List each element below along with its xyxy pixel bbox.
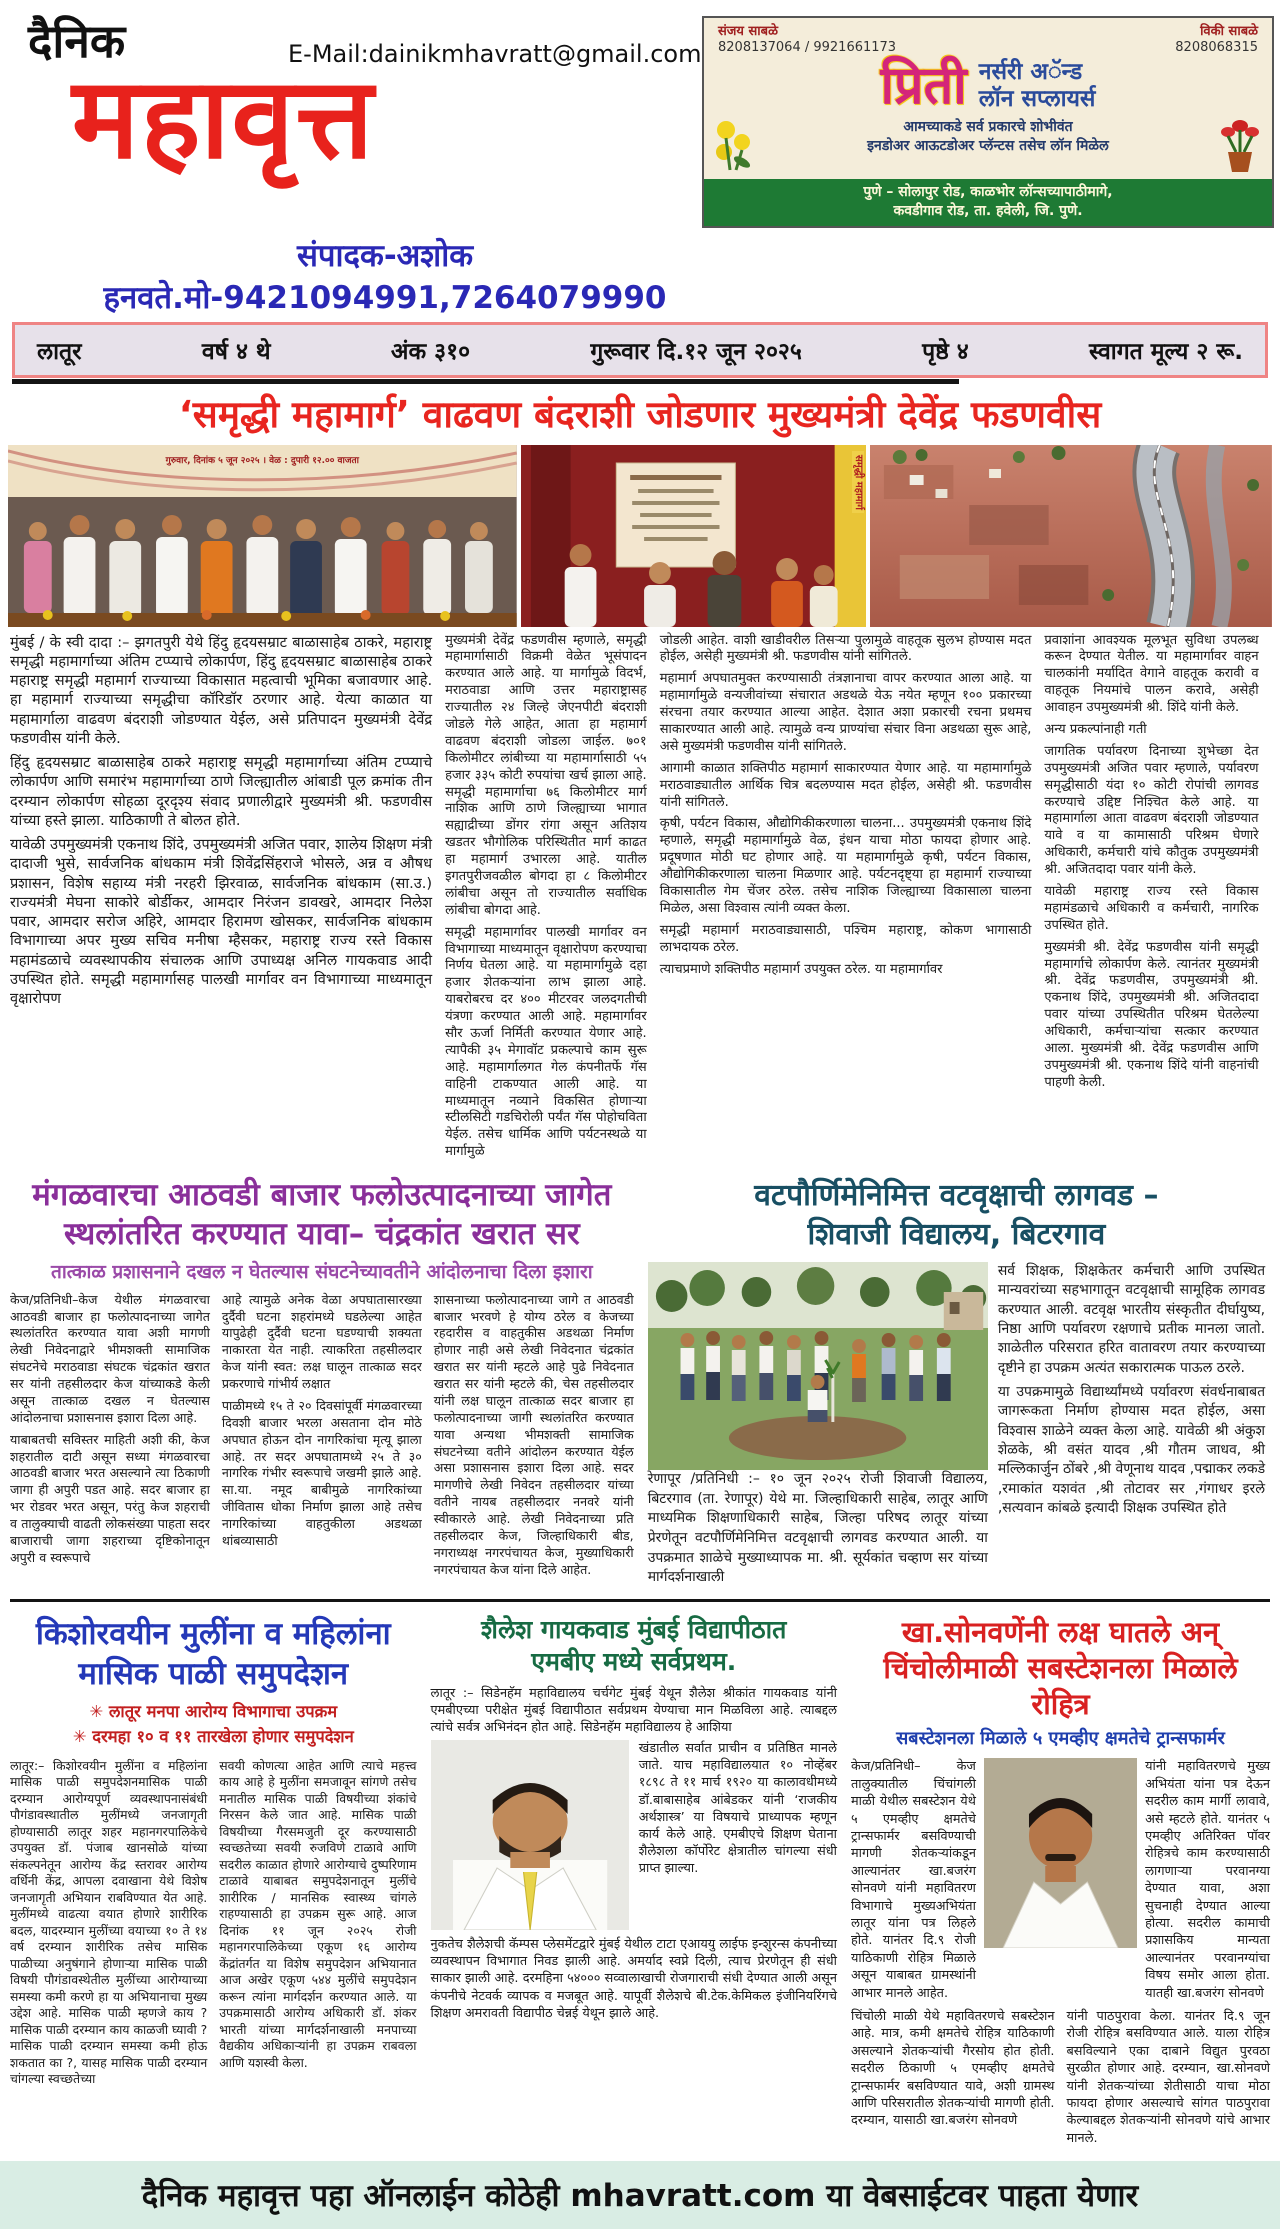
main-story-col-2 <box>445 633 647 1167</box>
ad-contact-left <box>718 24 896 57</box>
ad-brand-line1: नर्सरी अॅन्ड <box>978 58 1083 85</box>
market-col-2 <box>222 1292 422 1579</box>
date-bar-pages: पृष्ठे ४ <box>922 339 969 365</box>
paragraph: लातूर :– सिडेनहॅम महाविद्यालय चर्चगेट मुंबई येथून शैलेश श्रीकांत गायकवाड यांनी एमबीएच्या परीक्षेत मुंबई विद्यापीठात सर्वप्रथम येण्याचा मान मिळविला आहे. त्याबद्दल त्यांचे सर्वत्र अभिनंदन होत आहे. सिडेनहॅम महाविद्यालय हे आशिया <box>430 1685 837 1735</box>
sonawane-portrait <box>984 1758 1137 1948</box>
banner-photo <box>521 445 866 627</box>
footer-banner: दैनिक महावृत्त पहा ऑनलाईन कोठेही mhavratt.com या वेबसाईटवर पाहता येणार <box>0 2161 1280 2229</box>
nursery-ad-card <box>702 16 1274 228</box>
ad-brand-line2: लॉन सप्लायर्स <box>978 86 1096 113</box>
paragraph: आगामी काळात शक्तिपीठ महामार्ग साकारण्यात येणार आहे. या महामार्गामुळे मराठवाड्यातील आर्थिक चित्र बदलण्यास मदत होईल, असेही श्री. फडणवीस यांनी सांगितले. <box>659 760 1032 810</box>
banyan-content <box>648 1262 1265 1593</box>
counseling-col-1 <box>10 1758 207 2088</box>
main-headline: ‘समृद्धी महामार्ग’ वाढवण बंदराशी जोडणार मुख्यमंत्री देवेंद्र फडणवीस <box>178 393 1102 436</box>
market-subhead: तात्काळ प्रशासनाने दखल न घेतल्यास संघटनेच्यावतीने आंदोलनाचा दिला इशारा <box>50 1260 593 1283</box>
paragraph: कृषी, पर्यटन विकास, औद्योगिकीकरणाला चालना... उपमुख्यमंत्री एकनाथ शिंदे म्हणाले, समृद्धी महामार्गामुळे वेळ, इंधन याचा मोठा फायदा होणार आहे. प्रदूषणात मोठी घट होणार आहे. या महामार्गामुळे कृषी, पर्यटन विकास, औद्योगिकीकरणाला चालना मिळणार आहे. पर्यटनदृष्ट्या हा महामार्ग राज्याच्या विकासातील गेम चेंजर ठरेल. तसेच नाशिक जिल्ह्याच्या विकासाला चालना मिळेल, असा विश्वास त्यांनी व्यक्त केला. <box>659 816 1032 916</box>
paragraph: खंडातील सर्वात प्राचीन व प्रतिष्ठित मानले जाते. याच महाविद्यालयात १० नोव्हेंबर १८९८ ते ११ मार्च १९२० या कालावधीमध्ये डॉ.बाबासाहेब आंबेडकर यांनी ‘राजकीय अर्थशास्त्र’ या विषयाचे प्राध्यापक म्हणून कार्य केले आहे. एमबीएचे शिक्षण घेताना शैलेशला कॉर्पोरेट क्षेत्रातील चांगल्या संधी प्राप्त झाल्या. <box>638 1741 837 1877</box>
market-col-3 <box>434 1292 634 1579</box>
banyan-headline-line2: शिवाजी विद्यालय, बिटरगाव <box>807 1217 1106 1253</box>
counseling-subhead-2: ✳ दरमहा १० व ११ तारखेला होणार समुपदेशन <box>72 1727 354 1747</box>
bottom-band <box>10 1599 1270 2147</box>
paragraph: लातूर:– किशोरवयीन मुलींना व महिलांना मासिक पाळी समुपदेशनमासिक पाळी दरम्यान आरोग्यपूर्ण व्यवस्थापनासंबंधी पौगंडावस्थातील मुलींमध्ये जनजागृती होण्यासाठी लातूर शहर महानगरपालिकेचे उपयुक्त डॉ. पंजाब खानसोळे यांच्या संकल्पनेतून आरोग्य केंद्र स्तरावर आरोग्य वर्धिनी केंद्र, आपला दवाखाना येथे विशेष जनजागृती अभियान राबविण्यात येत आहे. मुलींमध्ये वाढत्या वयात होणारे शारीरिक बदल, यादरम्यान मुलींच्या वयाच्या १० ते १४ वर्ष दरम्यान शारीरिक तसेच मासिक पाळीच्या अनुषंगाने होणाऱ्या मासिक पाळी विषयी पौगंडावस्थेतील मुलींच्या आरोग्याच्या समस्या कमी करणे हा या अभियानाचा मुख्य उद्देश आहे. मासिक पाळी म्हणजे काय ? मासिक पाळी दरम्यान काय काळजी घ्यावी ? मासिक पाळी दरम्यान समस्या कमी होऊ शकतात का ?, यासह मासिक पाळी दरम्यान चांगल्या स्वच्छतेच्या <box>10 1757 208 2087</box>
paragraph: समृद्धी महामार्गावर पालखी मार्गावर वन विभागाच्या माध्यमातून वृक्षारोपण करण्याचा निर्णय घेतला आहे. या महामार्गामुळे दहा हजार शेतकऱ्यांना लाभ झाला आहे. याबरोबरच दर ४०० मीटरवर जलदगतीची यंत्रणा करण्यात आली आहे. महामार्गावर सौर ऊर्जा निर्मिती करण्यात येणार आहे. त्यापैकी ३५ मेगावॉट प्रकल्पाचे काम सुरू आहे. महामार्गालगत गेल कंपनीतर्फे गॅस वाहिनी टाकण्यात आली आहे. या माध्यमातून नव्याने विकसित होणाऱ्या स्टीलसिटी गडचिरोली पर्यंत गॅस पोहोचविता येईल. तसेच धार्मिक आणि पर्यटनस्थळे या मार्गामुळे <box>445 924 647 1160</box>
paragraph: अन्य प्रकल्पांनाही गती <box>1044 722 1147 737</box>
main-story-col-1 <box>10 633 432 1167</box>
paragraph: यावेळी उपमुख्यमंत्री एकनाथ शिंदे, उपमुख्यमंत्री अजित पवार, शालेय शिक्षण मंत्री दादाजी भुसे, सार्वजनिक बांधकाम मंत्री शिवेंद्रसिंहराजे भोसले, अन्न व औषध प्रशासन, विशेष सहाय्य मंत्री नरहरी झिरवाळ, सार्वजनिक बांधकाम (सा.उ.) राज्यमंत्री मेघना साकोरे बोर्डीकर, आमदार निरंजन डावखरे, आमदार निलेश पवार, आमदार सरोज अहिरे, आमदार हिरामण खोसकर, सार्वजनिक बांधकाम विभागाच्या अपर मुख्य सचिव मनीषा म्हैसकर, महाराष्ट्र राज्य रस्ते विकास महामंडळाचे व्यवस्थापकीय संचालक आणि उपाध्यक्ष अनिल गायकवाड आदी उपस्थित होते. समृद्धी महामार्गासह पालखी मार्गावर वन विभागाच्या माध्यमातून वृक्षारोपण <box>10 836 433 1008</box>
shailesh-headline-line1: शैलेश गायकवाड मुंबई विद्यापीठात <box>481 1614 787 1644</box>
date-bar-date: गुरूवार दि.१२ जून २०२५ <box>590 339 802 365</box>
date-bar-issue: अंक ३१० <box>390 339 471 365</box>
transformer-bottom-left: चिंचोली माळी येथे महावितरणचे सबस्टेशन आहे. मात्र, कमी क्षमतेचे रोहित्र याठिकाणी असल्याने शेतकऱ्यांची गैरसोय होत होती. सदरील ठिकाणी ५ एमव्हीए क्षमतेचे ट्रान्सफार्मर बसविण्यात यावे, अशी ग्रामस्थ आणि परिसरातील शेतकऱ्यांची मागणी होती. दरम्यान, यासाठी खा.बजरंग सोनवणे <box>851 2008 1055 2129</box>
banyan-side-column <box>998 1262 1265 1593</box>
counseling-subheads <box>10 1700 417 1750</box>
banyan-headline <box>648 1176 1265 1254</box>
paragraph: केज/प्रतिनिधी–केज येथील मंगळवारचा आठवडी बाजार हा फलोत्पादनाच्या जागेत स्थलांतरित करण्यात यावा अशी मागणी लेखी निवेदनाद्वारे भीमशक्ती सामाजिक संघटनेचे मराठवाडा संघटक चंद्रकांत खरात सर यांनी तहसीलदार केज यांच्याकडे केली असून तात्काळ दखल न घेतल्यास आंदोलनाचा प्रशासनास इशारा दिला आहे. <box>10 1291 210 1425</box>
ad-contact-right-phone: 8208068315 <box>1175 40 1258 56</box>
ad-address-2: कवडीगाव रोड, ता. हवेली, जि. पुणे. <box>893 203 1083 220</box>
counseling-headline-line2: मासिक पाळी समुपदेशन <box>78 1656 349 1693</box>
counseling-headline <box>10 1614 417 1695</box>
transformer-bottom-row <box>851 2008 1270 2147</box>
masthead-title: महावृत्त <box>72 54 376 184</box>
paragraph: जोडली आहेत. वाशी खाडीवरील तिसऱ्या पुलामुळे वाहतूक सुलभ होण्यास मदत होईल, असेही मुख्यमंत्री श्री. फडणवीस यांनी सांगितले. <box>659 632 1032 665</box>
masthead-email: E-Mail:dainikmhavratt@gmail.com <box>288 40 702 68</box>
masthead-daily: दैनिक <box>28 14 126 68</box>
transformer-content-row <box>851 1758 1270 2001</box>
counseling-col-2 <box>219 1758 416 2088</box>
ad-contact-right-name: विकी साबळे <box>1200 24 1258 39</box>
ad-tagline-1: आमच्याकडे सर्व प्रकारचे शोभीवंत <box>903 118 1073 135</box>
date-rule <box>12 379 959 384</box>
ad-contact-left-name: संजय साबळे <box>718 24 778 39</box>
paragraph: प्रवाशांना आवश्यक मूलभूत सुविधा उपलब्ध करून देण्यात येतील. या महामार्गावर वाहन चालकांनी मर्यादित वेगाने वाहतूक करावी व वाहतूक नियमांचे पालन करावे, असेही आवाहन उपमुख्यमंत्री श्री. शिंदे यांनी केले. <box>1044 632 1259 716</box>
editor-line: संपादक-अशोक हनवते.मो-9421094991,7264079990 <box>103 238 667 316</box>
masthead-header <box>0 0 1280 232</box>
paragraph: शासनाच्या फलोत्पादनाच्या जागे त आठवडी बाजार भरवणे हे योग्य ठरेल व केजच्या रहदारीस व वाहतुकीस अडथळा निर्माण होणार नाही असे लेखी निवेदनात चंद्रकांत खरात सर यांनी म्हटले आहे पुढे निवेदनात खरात सर यांनी म्हटले की, चेस तहसीलदार यांनी लक्ष घालून तात्काळ सदर बाजार हा फलोत्पादनाच्या जागी स्थलांतरित करण्यात यावा अन्यथा भीमशक्ती सामाजिक संघटनेच्या वतीने आंदोलन करण्यात येईल असा प्रशासनास इशारा दिला आहे. सदर मागणीचे लेखी निवेदन तहसीलदार यांच्या वतीने नायब तहसीलदार ननवरे यांनी स्वीकारले आहे. लेखी निवेदनाच्या प्रति तहसीलदार केज, जिल्हाधिकारी बीड, नगराध्यक्ष नगरपंचायत केज, मुख्याधिकारी नगरपंचायत केज यांना दिले आहेत. <box>433 1291 634 1577</box>
date-bar-year: वर्ष ४ थे <box>201 339 271 365</box>
ad-brand-name: प्रिती <box>880 56 967 117</box>
paragraph: याबाबतची सविस्तर माहिती अशी की, केज शहरातील दाटी असून सध्या मंगळवारचा आठवडी बाजार भरत असल्याने त्या ठिकाणी जागा ही अपुरी पडत आहे. सदर बाजार हा भर रोडवर भरत असून, परंतु केज शहराची व तालुक्याची वाढती लोकसंख्या पाहता सदर बाजाराची जागा शहराच्या दृष्टिकोनातून अपुरी व स्वरूपाचे <box>10 1431 210 1565</box>
banyan-caption: रेणापूर /प्रतिनिधी :– १० जून २०२५ रोजी शिवाजी विद्यालय, बिटरगाव (ता. रेणापूर) येथे मा. जिल्हाधिकारी साहेब, लातूर आणि माध्यमिक शिक्षणाधिकारी साहेब, जिल्हा परिषद लातूर यांच्या प्रेरणेतून वटपौर्णिमेनिमित्त वटवृक्षाची लागवड करण्यात आली. या उपक्रमात शाळेचे मुख्याध्यापक मा. श्री. सूर्यकांत चव्हाण सर यांच्या मार्गदर्शनाखाली <box>647 1471 988 1586</box>
date-bar-price: स्वागत मूल्य २ रू. <box>1089 339 1243 365</box>
sonawane-photo-cell <box>984 1758 1137 2001</box>
stage-photo-banner-text: गुरुवार, दिनांक ५ जून २०२५ । वेळ : दुपारी १२.०० वाजता <box>165 455 359 466</box>
shailesh-photo-cell <box>431 1740 629 1930</box>
shailesh-portrait <box>431 1740 629 1930</box>
counseling-subhead-1: ✳ लातूर मनपा आरोग्य विभागाचा उपक्रम <box>89 1702 338 1722</box>
main-story-col-4 <box>1044 633 1258 1167</box>
paragraph: मुंबई / के स्वी दादा :– झगतपुरी येथे हिंदु हृदयसम्राट बाळासाहेब ठाकरे, महाराष्ट्र समृद्धी महामार्गाच्या अंतिम टप्प्याचे लोकार्पण, हिंदु हृदयसम्राट बाळासाहेब ठाकरे महाराष्ट्र समृद्धी महामार्ग राज्याच्या विकासात महत्वाची भूमिका बजावणार आहे. हा महामार्ग राज्याच्या समृद्धीचा कॉरिडॉर ठरणार आहे. येत्या काळात या महामार्गाला वाढवण बंदराशी जोडण्यात येईल, असे प्रतिपादन मुख्यमंत्री देवेंद्र फडणवीस यांनी केले. <box>10 633 433 747</box>
paragraph: आहे त्यामुळे अनेक वेळा अपघातासारख्या दुर्दैवी घटना शहरांमध्ये घडलेल्या आहेत यापुढेही दुर्दैवी घटना घडण्याची शक्यता नाकारता येत नाही. त्याकरिता तहसीलदार केज यांनी स्वत: लक्ष घालून तात्काळ सदर प्रकरणाचे गांभीर्य लक्षात <box>221 1291 422 1392</box>
paragraph: या उपक्रमामुळे विद्यार्थ्यांमध्ये पर्यावरण संवर्धनाबाबत जागरूकता निर्माण होण्यास मदत होईल, असा विश्वास शाळेने व्यक्त केला आहे. यावेळी श्री अंकुश शेळके, श्री वसंत यादव ,श्री गौतम जाधव, श्री मल्लिकार्जुन ठोंबरे ,श्री वेणूनाथ यादव ,पद्माकर लकडे ,रमाकांत यशवंत ,श्री तोटावर सर ,गंगाधर इरले ,सत्यवान कांबळे इत्यादी शिक्षक उपस्थित होते <box>997 1384 1266 1516</box>
date-bar-place: लातूर <box>37 339 82 365</box>
paragraph: नुकतेच शैलेशची कॅम्पस प्लेसमेंटद्वारे मुंबई येथील टाटा एआययु लाईफ इन्शुरन्स कंपनीच्या व्यवस्थापन विभागात निवड झाली आहे. अमर्याद स्वप्ने दिली, त्याच प्रेरणेतून ही संधी साकार झाली आहे. दरमहिना ५४००० सव्वालाखाची रोजगाराची संधी देण्यात आली असून कंपनीचे नेटवर्क व्यापक व मजबूत आहे. यापूर्वी शैलेशचे बी.टेक.केमिकल इंजीनियरिंगचे शिक्षण अमरावती विद्यापीठ चेन्नई येथून झाले आहे. <box>430 1937 837 2021</box>
market-story <box>10 1176 634 1593</box>
transformer-col-right: यांनी महावितरणचे मुख्य अभियंता यांना पत्र देऊन सदरील काम मार्गी लावावे, असे म्हटले होते. यानंतर ५ एमव्हीए अतिरिक्त पॉवर रोहित्रचे काम करण्यासाठी लागणाऱ्या परवानग्या देण्यात यावा, अशा सुचनाही देण्यात आल्या होत्या. सदरील कामाची प्रशासकिय मान्यता आल्यानंतर परवानग्यांचा विषय समोर आला होता. यातही खा.बजरंग सोनवणे <box>1145 1759 1270 2001</box>
stage-photo <box>8 445 517 627</box>
tree-planting-photo <box>648 1262 988 1470</box>
shailesh-photo-row <box>431 1740 838 1930</box>
paragraph: महामार्ग अपघातमुक्त करण्यासाठी तंत्रज्ञानाचा वापर करण्यात आला आहे. या महामार्गामुळे वन्यजीवांच्या संचारात अडथळे येऊ नयेत म्हणून १०० प्रकारच्या संरचना तयार करण्यात आल्या आहेत. देशात अशा प्रकारची रचना प्रथमच साकारण्यात आली आहे. त्यामुळे वन्य प्राण्यांचा संचार विना अडथळा सुरू आहे, असे मुख्यमंत्री फडणवीस यांनी सांगितले. <box>659 671 1032 754</box>
ad-brand-row <box>704 56 1272 117</box>
market-headline-line2: स्थलांतरित करण्यात यावा– चंद्रकांत खरात सर <box>64 1215 580 1252</box>
ad-address-1: पुणे – सोलापुर रोड, काळभोर लॉन्सच्यापाठीमागे, <box>863 183 1113 200</box>
paragraph: सर्व शिक्षक, शिक्षकेतर कर्मचारी आणि उपस्थित मान्यवरांच्या सहभागातून वटवृक्षाची सामूहिक लागवड करण्यात आली. वटवृक्ष भारतीय संस्कृतीत दीर्घायुष्य, निष्ठा आणि पर्यावरण रक्षणाचे प्रतीक मानला जातो. शाळेतील परिसरात हरित वातावरण तयार करण्याच्या दृष्टीने हा उपक्रम अत्यंत सकारात्मक पाऊल ठरले. <box>997 1263 1266 1376</box>
banyan-headline-line1: वटपौर्णिमेनिमित्त वटवृक्षाची लागवड – <box>754 1178 1159 1214</box>
main-story-columns <box>10 633 1270 1167</box>
counseling-story <box>10 1614 417 2147</box>
main-story-col-3 <box>660 633 1032 1167</box>
date-bar <box>12 322 1268 378</box>
banner-photo-side-text: समृद्धी महामार्ग <box>852 451 864 514</box>
transformer-headline-line1: खा.सोनवणेंनी लक्ष घातले अन् <box>901 1614 1220 1649</box>
market-headline-line1: मंगळवारचा आठवडी बाजार फलोउत्पादनाच्या जागेत <box>32 1177 612 1214</box>
rose-flower-icon <box>712 118 758 178</box>
shailesh-headline <box>431 1614 838 1679</box>
transformer-subhead: सबस्टेशनला मिळाले ५ एमव्हीए क्षमतेचे ट्रान्सफार्मर <box>896 1728 1225 1750</box>
paragraph: समृद्धी महामार्ग मराठवाड्यासाठी, पश्चिम महाराष्ट्र, कोकण भागासाठी लाभदायक ठरेल. <box>659 922 1032 955</box>
paragraph: सवयी कोणत्या आहेत आणि त्याचे महत्त्व काय आहे हे मुलींना समजावून सांगणे तसेच मनातील मासिक पाळी विषयीच्या शंकांचे निरसन केले जात आहे. मासिक पाळी विषयीच्या गैरसमजुती दूर करण्यासाठी स्वच्छतेच्या सवयी रुजविणे टाळावे आणि सदरील काळात होणारे आरोग्याचे दुष्परिणाम टाळावे याबाबत समुपदेशनातून मुलींचे शारीरिक / मानसिक स्वास्थ्य चांगले राहण्यासाठी हा उपक्रम सुरू आहे. आज दिनांक ११ जून २०२५ रोजी महानगरपालिकेच्या एकूण १६ आरोग्य केंद्रांतर्गत या विशेष समुपदेशन अभियानात आज अखेर एकूण ५४४ मुलींचे समुपदेशन करून त्यांना मार्गदर्शन करण्यात आले. या उपक्रमासाठी आरोग्य अधिकारी डॉ. शंकर भारती यांच्या मार्गदर्शनाखाली मनपाच्या वैद्यकीय अधिकाऱ्यांनी हा उपक्रम राबवला आणि यशस्वी केला. <box>219 1757 417 2070</box>
paragraph: त्याचप्रमाणे शक्तिपीठ महामार्ग उपयुक्त ठरेल. या महामार्गावर <box>659 961 943 977</box>
mid-band <box>10 1176 1270 1593</box>
transformer-bottom-right: यांनी पाठपुरावा केला. यानंतर दि.९ जून रोजी रोहित्र बसविण्यात आले. याला रोहित्र बसविल्याने एका दाबाने विद्युत पुरवठा सुरळीत होणार आहे. दरम्यान, खा.सोनवणे यांनी शेतकऱ्यांच्या शेतीसाठी याचा मोठा फायदा होणार असल्याचे सांगत पाठपुरावा केल्याबद्दल शेतकऱ्यांनी सोनवणे यांचे आभार मानले. <box>1066 2008 1270 2146</box>
ad-tagline-2: इनडोअर आऊटडोअर प्लॅन्टस तसेच लॉन मिळेल <box>867 137 1109 154</box>
shailesh-story <box>431 1614 838 2147</box>
paragraph: पाळीमध्ये १५ ते २० दिवसांपूर्वी मंगळवारच्या दिवशी बाजार भरला असताना दोन मोठे अपघात होऊन दोन नागरिकांचा मृत्यू झाला आहे. तर सदर अपघातामध्ये २५ ते ३० नागरिक गंभीर स्वरूपाचे जखमी झाले आहे. सा.या. नमूद बाबीमुळे नागरिकांच्या जीवितास धोका निर्माण झाला आहे तसेच नागरिकांच्या वाहतुकीला अडथळा थांबव्यासाठी <box>221 1397 422 1548</box>
shailesh-text-cell <box>639 1740 837 1930</box>
paragraph: मुख्यमंत्री देवेंद्र फडणवीस म्हणाले, समृद्धी महामार्गासाठी विक्रमी वेळेत भूसंपादन करण्यात आले आहे. या मार्गामुळे विदर्भ, मराठवाडा आणि उत्तर महाराष्ट्रासह राज्यातील २४ जिल्हे जेएनपीटी बंदराशी जोडले गेले आहेत, आता हा महामार्ग वाढवण बंदराशी जोडला जाईल. ७०१ किलोमीटर लांबीच्या या महामार्गासाठी ५५ हजार ३३५ कोटी रुपयांचा खर्च झाला आहे. समृद्धी महामार्गाचा ७६ किलोमीटर मार्ग नाशिक आणि ठाणे जिल्ह्याच्या भागात सह्याद्रीच्या डोंगर रांगा असून अतिशय खडतर भौगोलिक परिस्थितीत मार्ग काढत हा महामार्ग उभारला आहे. यातील इगतपुरीजवळील बोगदा हा ८ किलोमीटर लांबीचा असून तो राज्यातील सर्वाधिक लांबीचा बोगदा आहे. <box>445 632 647 918</box>
transformer-headline-line2: चिंचोलीमाळी सबस्टेशनला मिळाले रोहित्र <box>883 1650 1238 1722</box>
paragraph: जागतिक पर्यावरण दिनाच्या शुभेच्छा देत उपमुख्यमंत्री अजित पवार म्हणाले, पर्यावरण समृद्धीसाठी यंदा १० कोटी रोपांची लागवड करण्याचे उद्दिष्ट निश्चित केले आहे. या महामार्गाला आता वाढवण बंदराशी जोडण्यात यावे व या कामासाठी परिश्रम घेणारे अधिकारी, कर्मचारी यांचे कौतुक उपमुख्यमंत्री श्री. अजितदादा पवार यांनी केले. <box>1044 743 1259 878</box>
paragraph: हिंदु हृदयसम्राट बाळासाहेब ठाकरे महाराष्ट्र समृद्धी महामार्गाच्या अंतिम टप्प्याचे लोकार्पण आणि समारंभ महामार्गाच्या ठाणे जिल्ह्यातील आंबाडी पूल क्रमांक तीन दरम्यान लोकार्पण सोहळा दूरदृश्य संवाद प्रणालीद्वारे मुख्यमंत्री श्री. फडणवीस यांच्या हस्ते झाला. याठिकाणी ते बोलत होते. <box>10 754 433 829</box>
paragraph: मुख्यमंत्री श्री. देवेंद्र फडणवीस यांनी समृद्धी महामार्गाचे लोकार्पण केले. त्यानंतर मुख्यमंत्री श्री. देवेंद्र फडणवीस, उपमुख्यमंत्री श्री. एकनाथ शिंदे, उपमुख्यमंत्री श्री. अजितदादा पवार यांच्या उपस्थितीत परिश्रम घेतलेल्या अधिकारी, कर्मचाऱ्यांचा सत्कार करण्यात आला. मुख्यमंत्री श्री. देवेंद्र फडणवीस आणि उपमुख्यमंत्री श्री. एकनाथ शिंदे यांनी वाहनांची पाहणी केली. <box>1044 939 1259 1090</box>
ad-address <box>704 179 1272 226</box>
counseling-headline-line1: किशोरवयीन मुलींना व महिलांना <box>35 1615 391 1652</box>
transformer-story <box>851 1614 1270 2147</box>
ad-tagline <box>704 118 1272 156</box>
potted-plant-icon <box>1216 112 1264 178</box>
ad-brand-subtitle <box>979 59 1096 114</box>
paragraph: यावेळी महाराष्ट्र राज्य रस्ते विकास महामंडळाचे अधिकारी व कर्मचारी, नागरिक उपस्थित होते. <box>1044 884 1259 933</box>
transformer-col-left: केज/प्रतिनिधी– केज तालुक्यातील चिंचांगली माळी येथील सबस्टेशन येथे ५ एमव्हीए क्षमतेचे ट्रान्सफार्मर बसविण्याची मागणी शेतकऱ्यांकडून आल्यानंतर खा.बजरंग सोनवणे यांनी महावितरण विभागाचे मुख्यअभियंता लातूर यांना पत्र लिहले होते. यानंतर दि.९ रोजी याठिकाणी रोहित्र मिळाले असून याबाबत ग्रामस्थांनी आभार मानले आहेत. <box>851 1759 976 2001</box>
ad-contact-left-phones: 8208137064 / 9921661173 <box>718 40 897 56</box>
counseling-columns <box>10 1758 417 2088</box>
expressway-photo <box>870 445 1272 627</box>
main-photo-strip <box>8 445 1272 627</box>
banyan-photo-column <box>648 1262 988 1593</box>
market-col-1 <box>10 1292 210 1579</box>
ad-contact-right <box>1175 24 1258 57</box>
transformer-headline <box>851 1614 1270 1723</box>
market-columns <box>10 1292 634 1579</box>
ad-contacts <box>704 18 1272 57</box>
shailesh-headline-line2: एमबीए मध्ये सर्वप्रथम. <box>531 1647 737 1677</box>
market-headline <box>10 1176 634 1254</box>
banyan-story <box>648 1176 1265 1593</box>
